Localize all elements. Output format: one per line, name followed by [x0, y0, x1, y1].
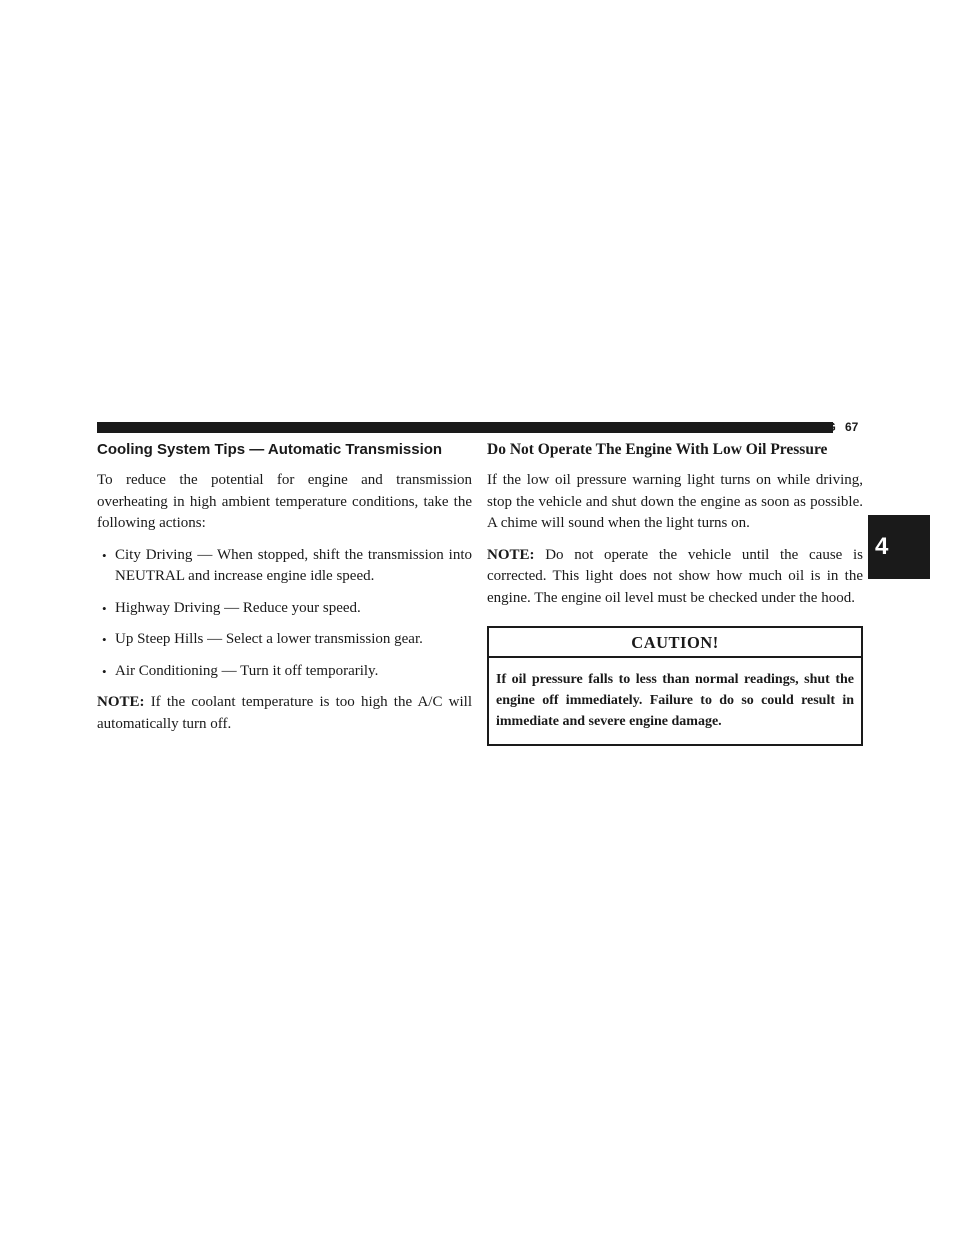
left-column	[97, 440, 472, 735]
bullet-icon: •	[102, 600, 107, 616]
cooling-tips-list	[97, 545, 472, 683]
list-item: • Highway Driving — Reduce your speed.	[97, 598, 472, 620]
low-oil-paragraph: If the low oil pressure warning light turns on while driving, stop the vehicle and shut down the engine as soon as possible. A chime will sound when the light turns on.	[487, 472, 863, 531]
chapter-number: 4	[875, 533, 889, 560]
chapter-tab	[868, 515, 930, 579]
list-item: • Up Steep Hills — Select a lower transmission gear.	[97, 629, 472, 651]
page-number: 67	[845, 420, 859, 434]
right-column	[487, 440, 863, 746]
list-item: • City Driving — When stopped, shift the transmission into NEUTRAL and increase engine idle speed.	[102, 546, 472, 584]
note-text: Do not operate the vehicle until the cause is corrected. This light does not show how much oil is in the engine. The engine oil level must be checked under the hood.	[487, 546, 864, 606]
cooling-tips-heading: Cooling System Tips — Automatic Transmission	[97, 441, 443, 458]
low-oil-note-paragraph	[487, 545, 863, 610]
note-label: NOTE:	[97, 694, 145, 710]
low-oil-heading: Do Not Operate The Engine With Low Oil Pressure	[487, 441, 828, 458]
bullet-icon: •	[102, 632, 107, 647]
bullet-icon: •	[102, 663, 107, 679]
bullet-icon: •	[102, 547, 107, 563]
caution-body: If oil pressure falls to less than normal readings, shut the engine off immediately. Failure to do so could result in immediate and severe engine damage.	[496, 672, 854, 729]
list-item: • Air Conditioning — Turn it off temporarily.	[97, 661, 472, 683]
note-label: NOTE:	[487, 546, 535, 563]
caution-box	[487, 626, 863, 746]
section-title: STARTING AND OPERATING	[668, 420, 836, 434]
cooling-intro-paragraph: To reduce the potential for engine and transmission overheating in high ambient temperature conditions, take the following actions:	[97, 472, 472, 531]
note-text: If the coolant temperature is too high the A/C will automatically turn off.	[97, 694, 472, 732]
caution-title: CAUTION!	[631, 633, 719, 652]
cooling-note-paragraph	[97, 692, 472, 735]
